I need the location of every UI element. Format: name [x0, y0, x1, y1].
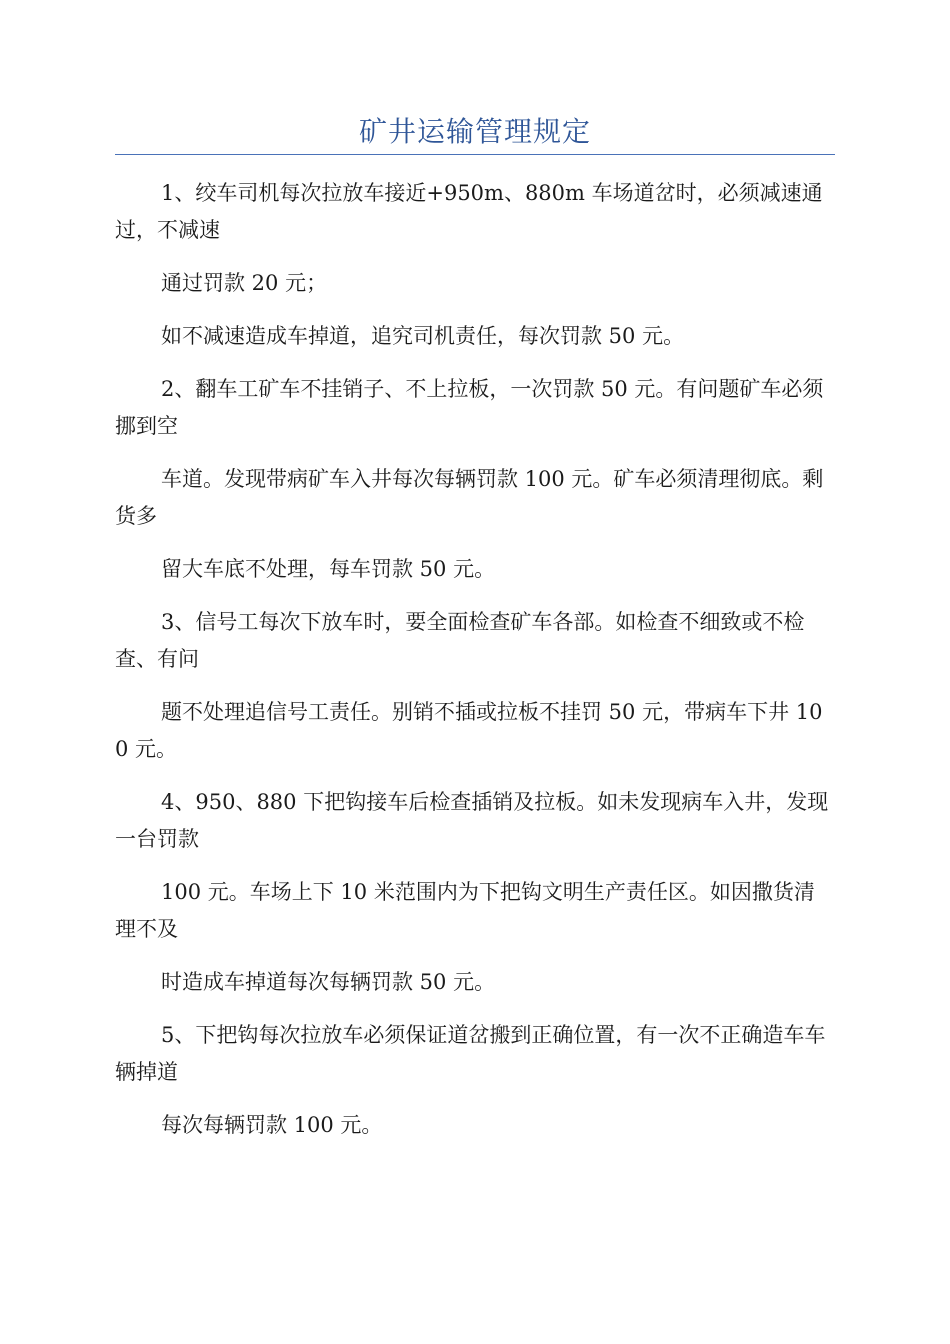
- paragraph-2: 通过罚款 20 元；: [161, 271, 328, 295]
- paragraph-4: 2、翻车工矿车不挂销子、不上拉板，一次罚款 50 元。有问题矿车必须挪到空: [115, 377, 824, 438]
- title-underline: [115, 154, 835, 155]
- paragraph-3: 如不减速造成车掉道，追究司机责任，每次罚款 50 元。: [161, 324, 685, 348]
- paragraph-7: 3、信号工每次下放车时，要全面检查矿车各部。如检查不细致或不检查、有问: [115, 610, 805, 671]
- paragraph-11: 时造成车掉道每次每辆罚款 50 元。: [161, 970, 496, 994]
- paragraph-9: 4、950、880 下把钩接车后检查插销及拉板。如未发现病车入井，发现一台罚款: [115, 790, 829, 851]
- paragraph-5: 车道。发现带病矿车入井每次每辆罚款 100 元。矿车必须清理彻底。剩货多: [115, 467, 824, 528]
- paragraph-1: 1、绞车司机每次拉放车接近+950m、880m 车场道岔时，必须减速通过，不减速: [115, 181, 823, 242]
- paragraph-13: 每次每辆罚款 100 元。: [161, 1113, 383, 1137]
- paragraph-12: 5、下把钩每次拉放车必须保证道岔搬到正确位置，有一次不正确造车车辆掉道: [115, 1023, 826, 1084]
- paragraph-6: 留大车底不处理，每车罚款 50 元。: [161, 557, 496, 581]
- document-body: [115, 175, 835, 1160]
- paragraph-10: 100 元。车场上下 10 米范围内为下把钩文明生产责任区。如因撒货清理不及: [115, 880, 815, 941]
- paragraph-8: 题不处理追信号工责任。别销不插或拉板不挂罚 50 元，带病车下井 100 元。: [115, 700, 823, 761]
- document-title: 矿井运输管理规定: [358, 115, 591, 148]
